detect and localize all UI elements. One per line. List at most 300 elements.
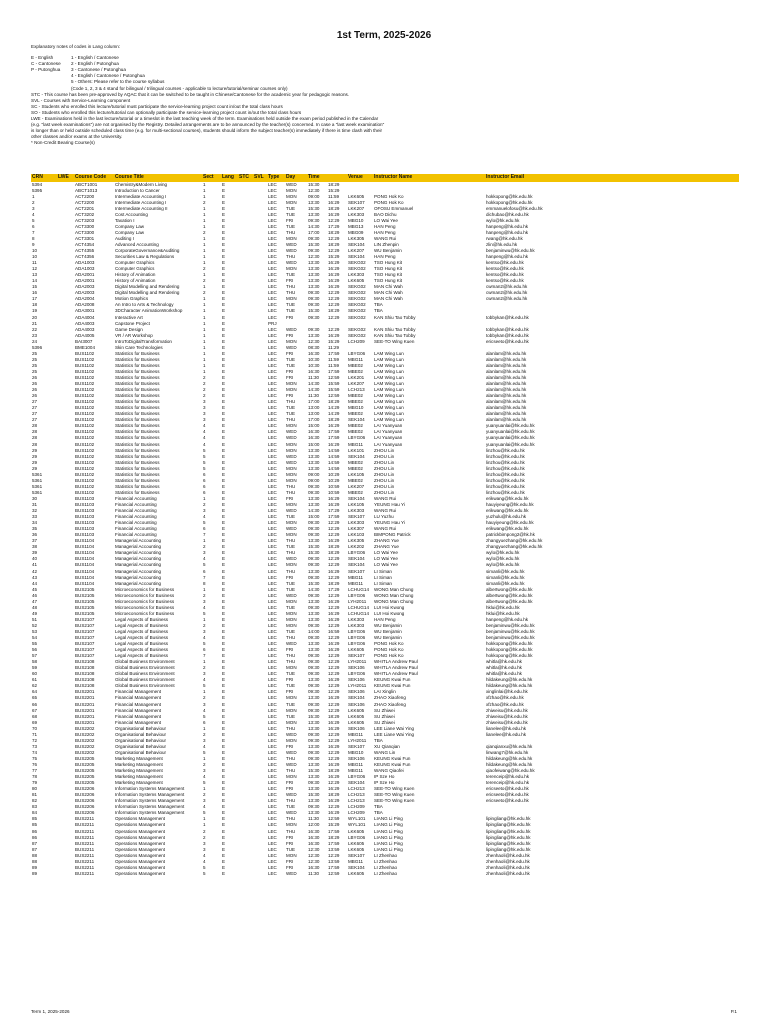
cell-instructor-email: linzhou@hk.edu.hk xyxy=(486,477,525,483)
table-row xyxy=(31,871,739,877)
cell-course-title: Statistics for Business xyxy=(115,375,160,380)
cell-course-title: Information Systems Management xyxy=(115,810,185,816)
cell-venue: SEKG02 xyxy=(348,260,366,266)
cell-instructor-email: alanlam@hk.edu.hk xyxy=(486,417,527,423)
cell-type: LEC xyxy=(268,562,277,568)
cell-course-code: BUS2108 xyxy=(75,665,95,671)
cell-day: THU xyxy=(286,550,296,556)
cell-day: WED xyxy=(286,435,297,441)
cell-time-start: 09:30 xyxy=(308,314,320,320)
cell-lang: E xyxy=(222,695,226,701)
cell-time-start: 13:30 xyxy=(308,272,320,278)
cell-time-end: 18:29 xyxy=(328,550,340,556)
cell-sect: 5 xyxy=(203,810,206,816)
cell-time-end: 16:29 xyxy=(328,725,340,731)
cell-course-title: Intermediate Accounting II xyxy=(115,205,168,211)
cell-time-start: 12:30 xyxy=(308,187,320,193)
cell-instructor-email: lipingliang@hk.edu.hk xyxy=(486,846,531,852)
cell-time-end: 17:59 xyxy=(328,350,340,356)
cell-sect: 1 xyxy=(203,296,206,302)
cell-venue: LKK303 xyxy=(348,616,365,622)
cell-time-start: 13:30 xyxy=(308,762,320,767)
cell-crn: 5396 xyxy=(32,344,43,350)
cell-type: LEC xyxy=(268,816,277,822)
cell-lang: E xyxy=(222,774,226,780)
cell-course-title: Financial Accounting xyxy=(115,526,157,532)
cell-course-title: Auditing I xyxy=(115,235,134,241)
cell-course-code: ADA2008 xyxy=(75,302,95,308)
cell-course-title: Operations Management xyxy=(115,858,166,864)
cell-time-end: 18:29 xyxy=(328,792,340,798)
cell-sect: 3 xyxy=(203,737,206,743)
cell-lang: E xyxy=(222,223,226,229)
cell-type: LEC xyxy=(268,514,277,520)
cell-type: LEC xyxy=(268,689,277,695)
cell-sect: 1 xyxy=(203,241,206,247)
cell-lang: E xyxy=(222,520,226,526)
cell-day: FRI xyxy=(286,368,294,374)
cell-stc xyxy=(238,871,253,877)
cell-venue: LYH2011 xyxy=(348,737,367,743)
cell-venue: SEKG02 xyxy=(348,326,366,332)
cell-time-end: 12:59 xyxy=(328,816,340,822)
cell-time-end: 13:59 xyxy=(328,846,340,852)
cell-instructor-name: LO Wai Yee xyxy=(374,217,398,223)
cell-type: LEC xyxy=(268,508,277,514)
cell-crn: 43 xyxy=(32,574,38,580)
cell-venue: LYH2011 xyxy=(348,598,367,604)
cell-lang: E xyxy=(222,864,226,870)
cell-instructor-email: rwang@hk.edu.hk xyxy=(486,235,523,241)
cell-instructor-name: LIANG Li Ping xyxy=(374,816,403,822)
cell-crn: 60 xyxy=(32,671,38,677)
cell-time-end: 10:59 xyxy=(328,483,340,489)
cell-crn: 31 xyxy=(32,501,38,507)
cell-instructor-name: LAI Yuanyuan xyxy=(374,429,403,435)
cell-venue: MBG11 xyxy=(348,768,364,774)
cell-time-start: 12:30 xyxy=(308,852,320,858)
cell-crn: 83 xyxy=(32,804,38,810)
header-time-end xyxy=(327,174,347,182)
cell-lang: E xyxy=(222,798,226,804)
cell-time-end: 18:29 xyxy=(328,768,340,774)
cell-instructor-email: tobbykan@hk.edu.hk xyxy=(486,326,529,332)
cell-crn: 53 xyxy=(32,628,38,634)
cell-sect: 1 xyxy=(203,205,206,211)
cell-instructor-name: WANG Qiaofei xyxy=(374,768,404,774)
cell-course-code: BUS1103 xyxy=(75,520,95,526)
cell-type: LEC xyxy=(268,677,277,683)
cell-time-start: 09:30 xyxy=(308,483,320,489)
cell-time-end: 12:29 xyxy=(328,731,340,737)
cell-time-end: 16:29 xyxy=(328,495,340,501)
cell-time-end: 16:29 xyxy=(328,501,340,507)
cell-day: MON xyxy=(286,477,297,483)
cell-sect: 1 xyxy=(203,284,206,290)
cell-time-start: 10:30 xyxy=(308,362,320,368)
cell-sect: 2 xyxy=(203,544,206,550)
cell-type: LEC xyxy=(268,272,277,278)
cell-time-start: 13:30 xyxy=(308,332,320,338)
cell-instructor-email: alanlam@hk.edu.hk xyxy=(486,405,527,411)
cell-day: MON xyxy=(286,520,297,526)
cell-type: LEC xyxy=(268,278,277,284)
cell-lang: E xyxy=(222,743,226,749)
cell-crn: 36 xyxy=(32,532,38,538)
cell-day: FRI xyxy=(286,786,294,792)
cell-course-title: Statistics for Business xyxy=(115,399,160,405)
cell-crn: 38 xyxy=(32,544,38,550)
cell-instructor-name: WU Benjamin xyxy=(374,248,402,254)
cell-instructor-name: SEE-TO Wing Kuen xyxy=(374,786,415,792)
cell-course-title: Cost Accounting xyxy=(115,211,148,217)
cell-venue: LCHUG14 xyxy=(348,586,369,592)
cell-venue: SEK104 xyxy=(348,695,365,701)
cell-lang: E xyxy=(222,816,226,822)
cell-day: FRI xyxy=(286,350,294,356)
cell-course-code: BUS2206 xyxy=(75,786,95,792)
cell-time-start: 15:30 xyxy=(308,544,320,550)
cell-venue: LKK101 xyxy=(348,447,365,453)
cell-sect: 4 xyxy=(203,441,206,447)
cell-sect: 3 xyxy=(203,768,206,774)
cell-type: LEC xyxy=(268,786,277,792)
table-body xyxy=(31,182,739,877)
cell-time-end: 16:29 xyxy=(328,695,340,701)
cell-venue: SEK104 xyxy=(348,556,365,562)
cell-sect: 3 xyxy=(203,598,206,604)
cell-course-title: Organisational Behaviour xyxy=(115,725,167,731)
cell-time-start: 16:30 xyxy=(308,864,320,870)
cell-course-title: Statistics for Business xyxy=(115,435,160,441)
cell-day: THU xyxy=(286,254,296,260)
cell-course-code: BUS2105 xyxy=(75,586,95,592)
cell-sect: 6 xyxy=(203,568,206,574)
cell-course-code: BUS2202 xyxy=(75,731,95,737)
cell-day: WED xyxy=(286,792,297,798)
cell-time-start: 09:30 xyxy=(308,755,320,761)
cell-lang: E xyxy=(222,628,226,634)
cell-instructor-name: ZHOU Lin xyxy=(374,471,395,477)
cell-day: MON xyxy=(286,501,297,507)
cell-day: THU xyxy=(286,538,296,544)
cell-sect: 2 xyxy=(203,199,206,205)
cell-type: LEC xyxy=(268,266,277,272)
cell-day: TUE xyxy=(286,580,296,586)
cell-instructor-name: HAN Peng xyxy=(374,223,396,229)
cell-course-code: BUS1102 xyxy=(75,435,95,441)
cell-crn: 45 xyxy=(32,586,38,592)
cell-instructor-name: WU Benjamin xyxy=(374,628,402,634)
cell-time-end: 12:29 xyxy=(328,671,340,677)
cell-day: THU xyxy=(286,229,296,235)
cell-course-title: Managerial Accounting xyxy=(115,556,162,562)
cell-lang: E xyxy=(222,586,226,592)
cell-type: LEC xyxy=(268,653,277,659)
cell-course-title: Operations Management xyxy=(115,852,166,858)
cell-course-code: BUS1102 xyxy=(75,429,95,435)
cell-instructor-email: hokkopong@hk.edu.hk xyxy=(486,653,533,659)
cell-lang: E xyxy=(222,296,226,302)
cell-lang: E xyxy=(222,659,226,665)
cell-crn: 4 xyxy=(32,211,35,217)
cell-lang: E xyxy=(222,362,226,368)
cell-venue: SEK107 xyxy=(348,514,365,520)
cell-type: LEC xyxy=(268,755,277,761)
cell-time-start: 13:30 xyxy=(308,743,320,749)
cell-sect: 1 xyxy=(203,350,206,356)
cell-course-title: Financial Accounting xyxy=(115,520,157,526)
header-instructor-name: Instructor Name xyxy=(373,174,485,182)
cell-sect: 3 xyxy=(203,399,206,405)
cell-crn: 28 xyxy=(32,429,38,435)
cell-day: TUE xyxy=(286,405,296,411)
cell-course-title: Microeconomics for Business xyxy=(115,604,175,610)
cell-instructor-email: whitla@hk.edu.hk xyxy=(486,659,522,665)
cell-time-end: 12:29 xyxy=(328,622,340,628)
cell-lang: E xyxy=(222,822,226,828)
cell-type: LEC xyxy=(268,635,277,641)
cell-type: LEC xyxy=(268,235,277,241)
cell-course-title: Introduction to Cancer xyxy=(115,187,160,193)
cell-instructor-name: LIANG Li Ping xyxy=(374,834,403,840)
cell-lang: E xyxy=(222,217,226,223)
cell-type: LEC xyxy=(268,381,277,387)
cell-time-end: 14:59 xyxy=(328,459,340,465)
cell-instructor-email: terenceip@hk.edu.hk xyxy=(486,774,530,780)
cell-time-start: 09:30 xyxy=(308,683,320,689)
cell-lang: E xyxy=(222,574,226,580)
cell-type: LEC xyxy=(268,846,277,852)
cell-lang: E xyxy=(222,840,226,846)
cell-day: WED xyxy=(286,870,297,876)
cell-time-end: 12:29 xyxy=(328,755,340,761)
cell-course-code: BUS1102 xyxy=(75,453,95,459)
cell-course-code: BUS1103 xyxy=(75,495,95,501)
cell-course-title: Financial Management xyxy=(115,689,161,695)
cell-sect: 2 xyxy=(203,278,206,284)
cell-time-start: 09:30 xyxy=(308,701,320,707)
cell-course-title: Statistics for Business xyxy=(115,465,160,471)
cell-venue: MBG09 xyxy=(348,229,364,235)
cell-time-end: 14:29 xyxy=(328,411,340,417)
cell-instructor-email: wylo@hk.edu.hk xyxy=(486,217,520,223)
cell-day: THU xyxy=(286,725,296,731)
cell-day: FRI xyxy=(286,743,294,749)
cell-crn: 68 xyxy=(32,713,38,719)
cell-sect: 5 xyxy=(203,610,206,616)
cell-sect: 6 xyxy=(203,471,206,477)
cell-type: LEC xyxy=(268,338,277,344)
cell-crn: 84 xyxy=(32,810,38,816)
cell-instructor-email: hokkopong@hk.edu.hk xyxy=(486,193,533,199)
cell-course-code: BUS2211 xyxy=(75,834,95,840)
cell-venue: LKK202 xyxy=(348,544,365,550)
cell-day: THU xyxy=(286,290,296,296)
lang-code: E - English xyxy=(31,55,54,61)
cell-lang: E xyxy=(222,665,226,671)
cell-instructor-name: TSO Hung Kit xyxy=(374,278,403,284)
cell-type: LEC xyxy=(268,568,277,574)
cell-day: WED xyxy=(286,508,297,514)
cell-venue: SEK104 xyxy=(348,254,365,260)
cell-course-code: ACT3203 xyxy=(75,217,95,223)
cell-crn: 17 xyxy=(32,296,38,302)
cell-crn: 29 xyxy=(32,459,38,465)
cell-time-start: 13:30 xyxy=(308,278,320,284)
cell-instructor-name: HAN Peng xyxy=(374,616,396,622)
cell-course-title: Game Design xyxy=(115,326,143,332)
cell-venue: LCHUG14 xyxy=(348,610,369,616)
cell-time-end: 12:29 xyxy=(328,749,340,755)
cell-time-end: 17:29 xyxy=(328,586,340,592)
cell-day: THU xyxy=(286,653,296,659)
cell-lang: E xyxy=(222,495,226,501)
cell-instructor-name: LAM Wing Lun xyxy=(374,356,404,362)
cell-day: WED xyxy=(286,749,297,755)
cell-instructor-name: IP Sze Ho xyxy=(374,780,395,786)
cell-time-end: 12:29 xyxy=(328,707,340,713)
cell-type: LEC xyxy=(268,260,277,266)
cell-crn: 62 xyxy=(32,683,38,689)
cell-svl xyxy=(253,871,267,877)
cell-type: LEC xyxy=(268,477,277,483)
cell-time-start: 10:30 xyxy=(308,356,320,362)
cell-lang: E xyxy=(222,453,226,459)
notes-line: LWE - Examinations held in the last lecture/tutorial or a timeslot in the last teaching week of the term. Examinations held outside the exam period published in the Calendar xyxy=(31,116,379,122)
header-crn: CRN xyxy=(31,174,57,182)
cell-venue: SEKG02 xyxy=(348,314,366,320)
cell-day: WED xyxy=(286,810,297,816)
cell-instructor-name: LAM Wing Lun xyxy=(374,362,404,368)
cell-type: LEC xyxy=(268,810,277,816)
cell-sect: 4 xyxy=(203,423,206,429)
cell-time-end: 16:29 xyxy=(328,616,340,622)
cell-type: LEC xyxy=(268,314,277,320)
cell-time-end: 17:29 xyxy=(328,223,340,229)
cell-type: LEC xyxy=(268,526,277,532)
cell-instructor-email: zhiweisu@hk.edu.hk xyxy=(486,719,528,725)
cell-time-end: 12:29 xyxy=(328,683,340,689)
cell-course-title: Statistics for Business xyxy=(115,411,160,417)
cell-instructor-email: whitla@hk.edu.hk xyxy=(486,665,522,671)
cell-crn: 29 xyxy=(32,465,38,471)
cell-sect: 1 xyxy=(203,586,206,592)
lang-extra: (Code 1, 2, 3 & 4 stand for bilingual / trilingual courses - applicable to lecture/tutorial/seminar courses only) xyxy=(71,85,288,91)
cell-course-title: Advanced Accounting xyxy=(115,241,159,247)
cell-instructor-name: PONG Hok Ko xyxy=(374,647,404,653)
cell-crn: 26 xyxy=(32,375,38,380)
cell-instructor-email: zhenhaoli@hk.edu.hk xyxy=(486,858,530,864)
cell-time-start: 13:30 xyxy=(308,616,320,622)
cell-type: LEC xyxy=(268,417,277,423)
cell-day: FRI xyxy=(286,278,294,284)
cell-instructor-name: ZHOU Lin xyxy=(374,459,395,465)
cell-time-end: 17:59 xyxy=(328,840,340,846)
cell-type: LEC xyxy=(268,822,277,828)
cell-time-end: 12:29 xyxy=(328,659,340,665)
cell-venue: LCH213 xyxy=(348,792,365,798)
cell-crn: 5361 xyxy=(32,477,43,483)
cell-sect: 5 xyxy=(203,562,206,568)
cell-instructor-name: MAN Chi Wah xyxy=(374,284,403,290)
notes-line: * Non-Credit Bearing Course(s) xyxy=(31,140,95,146)
cell-course-title: Legal Aspects of Business xyxy=(115,616,169,622)
cell-course-title: Statistics for Business xyxy=(115,459,160,465)
cell-day: TUE xyxy=(286,205,296,211)
cell-instructor-name: LAM Wing Lun xyxy=(374,405,404,411)
cell-instructor-name: BAO Dichu xyxy=(374,211,397,217)
cell-venue: MBE02 xyxy=(348,411,363,417)
cell-crn: 75 xyxy=(32,755,38,761)
cell-crn: 9 xyxy=(32,241,35,247)
cell-instructor-email: hildakeung@hk.edu.hk xyxy=(486,755,533,761)
cell-sect: 4 xyxy=(203,677,206,683)
cell-lang: E xyxy=(222,737,226,743)
cell-course-code: BUS1103 xyxy=(75,526,95,532)
cell-instructor-name: LI Siman xyxy=(374,568,392,574)
cell-lang: E xyxy=(222,786,226,792)
cell-course-title: Statistics for Business xyxy=(115,453,160,459)
cell-time-end: 12:29 xyxy=(328,296,340,302)
cell-lang: E xyxy=(222,562,226,568)
cell-lang: E xyxy=(222,592,226,598)
cell-course-code: BUS1102 xyxy=(75,381,95,387)
cell-sect: 2 xyxy=(203,375,206,380)
cell-day: FRI xyxy=(286,858,294,864)
cell-crn: 27 xyxy=(32,399,38,405)
cell-instructor-name: ZHANG Yue xyxy=(374,538,399,544)
cell-day: WED xyxy=(286,181,297,187)
cell-day: MON xyxy=(286,616,297,622)
cell-sect: 6 xyxy=(203,483,206,489)
cell-crn: 61 xyxy=(32,677,38,683)
cell-course-code: ACT4356 xyxy=(75,254,95,260)
cell-sect: 1 xyxy=(203,217,206,223)
cell-instructor-email: hklui@hk.edu.hk xyxy=(486,610,520,616)
cell-venue: LKK305 xyxy=(348,538,365,544)
cell-lang: E xyxy=(222,508,226,514)
cell-instructor-email: benjaminwu@hk.edu.hk xyxy=(486,635,535,641)
cell-instructor-name: KAN Shiu Tao Tobby xyxy=(374,314,416,320)
cell-type: LEC xyxy=(268,671,277,677)
cell-course-code: ACT4354 xyxy=(75,241,95,247)
cell-sect: 5 xyxy=(203,864,206,870)
cell-day: MON xyxy=(286,381,297,387)
cell-instructor-email: hildakeung@hk.edu.hk xyxy=(486,762,533,767)
cell-time-start: 16:30 xyxy=(308,435,320,441)
cell-day: MON xyxy=(286,465,297,471)
cell-sect: 4 xyxy=(203,804,206,810)
cell-day: MON xyxy=(286,532,297,538)
cell-lang: E xyxy=(222,725,226,731)
cell-course-code: BUS2107 xyxy=(75,622,95,628)
cell-type: LEC xyxy=(268,399,277,405)
cell-sect: 4 xyxy=(203,635,206,641)
cell-sect: 1 xyxy=(203,616,206,622)
cell-course-title: Statistics for Business xyxy=(115,381,160,387)
cell-course-code: BUS2201 xyxy=(75,713,95,719)
cell-course-title: Company Law xyxy=(115,223,145,229)
cell-type: LEC xyxy=(268,574,277,580)
cell-time-end: 16:29 xyxy=(328,598,340,604)
cell-time-end: 16:29 xyxy=(328,423,340,429)
cell-crn: 20 xyxy=(32,314,38,320)
cell-day: TUE xyxy=(286,302,296,308)
cell-course-code: BUS2206 xyxy=(75,798,95,804)
cell-day: THU xyxy=(286,755,296,761)
cell-course-title: Operations Management xyxy=(115,822,166,828)
